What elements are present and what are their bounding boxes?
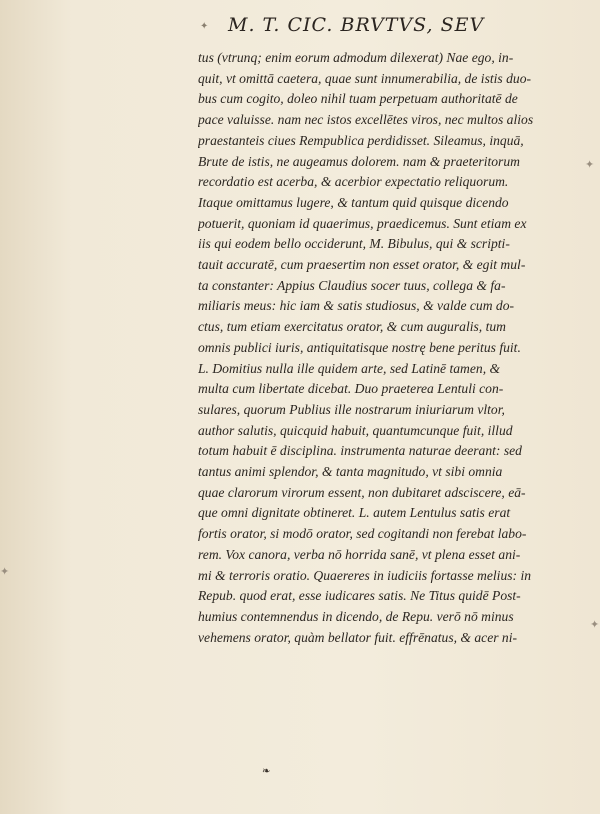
text-line: iis qui eodem bello occiderunt, M. Bibulus, qui & scripti- bbox=[198, 236, 510, 252]
text-line: quae clarorum virorum essent, non dubitaret adsciscere, eā- bbox=[198, 484, 526, 500]
text-line: Itaque omittamus lugere, & tantum quid quisque dicendo bbox=[198, 194, 509, 210]
text-line: humius contemnendus in dicendo, de Repu. verō nō minus bbox=[198, 608, 514, 624]
text-line: totum habuit ē disciplina. instrumenta naturae deerant: sed bbox=[198, 443, 522, 459]
text-line: ta constanter: Appius Claudius socer tuus, collega & fa- bbox=[198, 277, 506, 293]
text-line: tus (vtrunq; enim eorum admodum dilexerat) Nae ego, in- bbox=[198, 50, 514, 65]
text-line: author salutis, quicquid habuit, quantumcunque fuit, illud bbox=[198, 422, 513, 438]
text-line: L. Domitius nulla ille quidem arte, sed Latinē tamen, & bbox=[198, 360, 501, 376]
text-line: ctus, tum etiam exercitatus orator, & cum auguralis, tum bbox=[198, 319, 506, 335]
text-line: tauit accuratē, cum praesertim non esset orator, & egit mul- bbox=[198, 257, 526, 273]
text-line: praestanteis ciues Rempublica perdidisset. Sileamus, inquā, bbox=[198, 132, 524, 148]
text-line: miliaris meus: hic iam & satis studiosus, & valde cum do- bbox=[198, 298, 515, 314]
body-text bbox=[198, 48, 580, 648]
margin-mark: ✦ bbox=[585, 158, 595, 171]
text-line: omnis publici iuris, antiquitatisque nostrę bene peritus fuit. bbox=[198, 339, 521, 355]
text-line: mi & terroris oratio. Quaereres in iudiciis fortasse melius: in bbox=[198, 567, 532, 583]
text-line: fortis orator, si modō orator, sed cogitandi non ferebat labo- bbox=[198, 526, 527, 542]
text-line: bus cum cogito, doleo nihil tuam perpetuam authoritatē de bbox=[198, 91, 518, 107]
text-line: Brute de istis, ne augeamus dolorem. nam & praeteritorum bbox=[198, 153, 520, 169]
text-line: vehemens orator, quàm bellator fuit. effrēnatus, & acer ni- bbox=[198, 629, 518, 645]
text-line: pace valuisse. nam nec istos excellētes viros, nec multos alios bbox=[198, 112, 534, 128]
running-header: M. T. CIC. BRVTVS, SEV bbox=[228, 14, 485, 36]
text-line: quit, vt omittā caetera, quae sunt innumerabilia, de istis duo- bbox=[198, 70, 532, 86]
margin-mark: ✦ bbox=[0, 565, 10, 578]
text-line: potuerit, quoniam id quaerimus, praedicemus. Sunt etiam ex bbox=[198, 215, 527, 231]
text-line: que omni dignitate obtineret. L. autem Lentulus satis erat bbox=[198, 505, 511, 521]
margin-mark: ✦ bbox=[590, 618, 600, 631]
footer-ornament: ❧ bbox=[262, 766, 271, 777]
ornament-mark: ✦ bbox=[200, 21, 209, 32]
text-line: tantus animi splendor, & tanta magnitudo, vt sibi omnia bbox=[198, 464, 503, 480]
text-line: Repub. quod erat, esse iudicares satis. Ne Titus quidē Post- bbox=[198, 588, 521, 604]
text-line: rem. Vox canora, verba nō horrida sanē, vt plena esset ani- bbox=[198, 546, 521, 562]
text-line: recordatio est acerba, & acerbior expectatio reliquorum. bbox=[198, 174, 509, 190]
text-line: sulares, quorum Publius ille nostrarum iniuriarum vltor, bbox=[198, 401, 505, 417]
text-line: multa cum libertate dicebat. Duo praeterea Lentuli con- bbox=[198, 381, 504, 397]
